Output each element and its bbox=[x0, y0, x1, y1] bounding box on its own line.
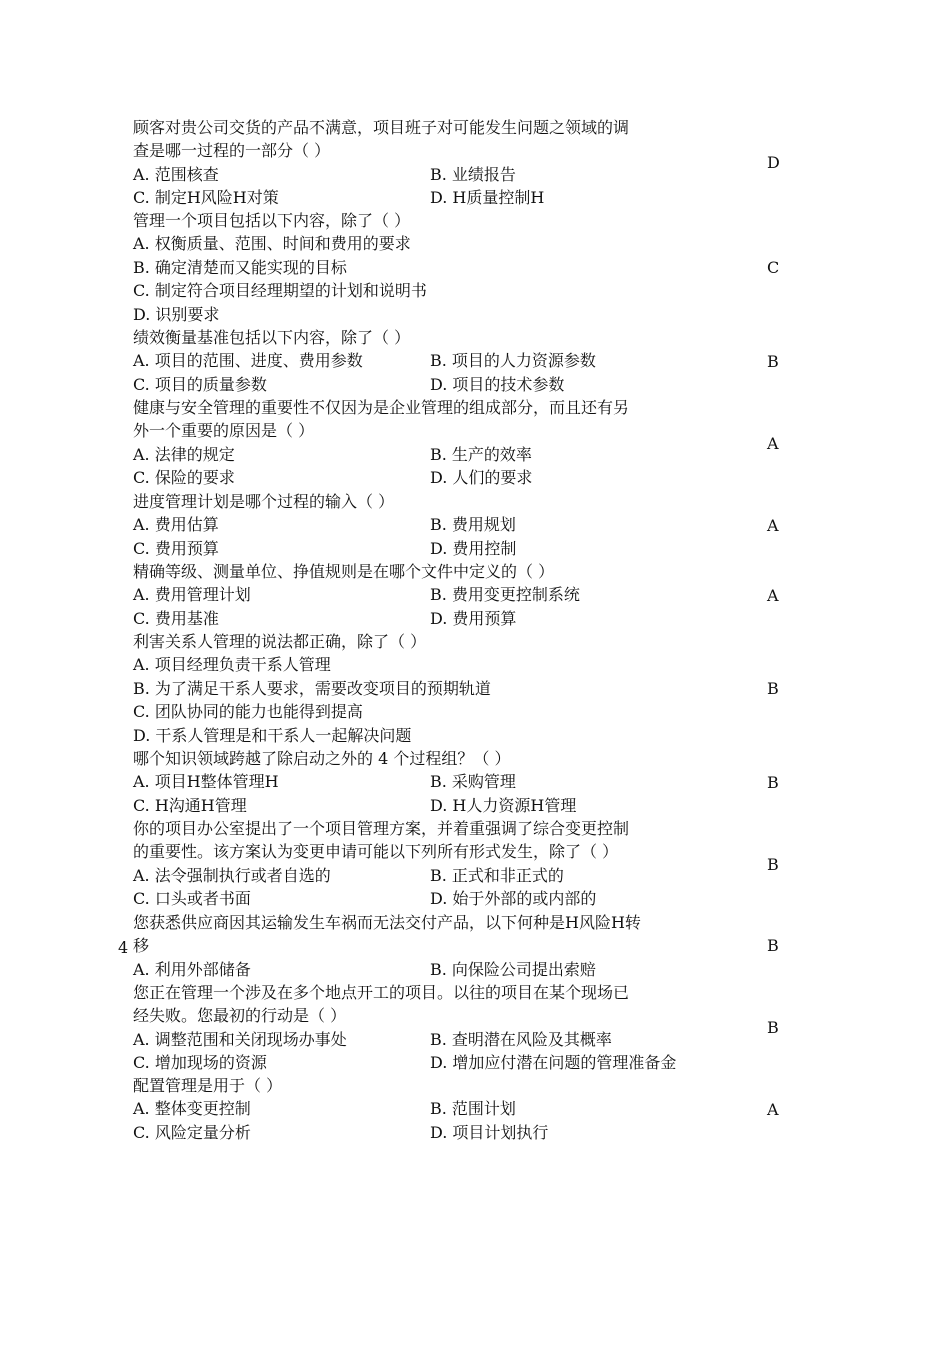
question-10 bbox=[133, 911, 733, 981]
question-9 bbox=[133, 817, 733, 911]
option-b: B. 确定清楚而又能实现的目标 bbox=[133, 257, 347, 277]
question-stem: 您正在管理一个涉及在多个地点开工的项目。以往的项目在某个现场已 bbox=[133, 983, 630, 1002]
question-stem: 外一个重要的原因是（ ） bbox=[133, 421, 315, 441]
option-b: B. 生产的效率 bbox=[430, 444, 532, 464]
question-stem: 你的项目办公室提出了一个项目管理方案，并着重强调了综合变更控制 bbox=[133, 819, 630, 838]
question-stem: 管理一个项目包括以下内容，除了（ ） bbox=[133, 211, 411, 230]
option-d: D. 费用预算 bbox=[430, 608, 517, 628]
page-number: 4 bbox=[118, 938, 129, 957]
option-b: B. 向保险公司提出索赔 bbox=[430, 959, 596, 979]
option-d: D. 费用控制 bbox=[430, 538, 517, 558]
answer-12: A bbox=[767, 1100, 779, 1119]
option-a: A. 法令强制执行或者自选的 bbox=[133, 865, 331, 885]
question-stem: 移 bbox=[133, 936, 150, 956]
option-b: B. 范围计划 bbox=[430, 1099, 516, 1119]
question-5 bbox=[133, 490, 733, 560]
question-stem: 查是哪一过程的一部分（ ） bbox=[133, 141, 331, 161]
option-d: D. 人们的要求 bbox=[430, 468, 533, 488]
option-d: D. 干系人管理是和干系人一起解决问题 bbox=[133, 725, 412, 745]
answer-9: B bbox=[767, 855, 779, 874]
option-d: D. 项目的技术参数 bbox=[430, 374, 565, 394]
question-stem: 健康与安全管理的重要性不仅因为是企业管理的组成部分，而且还有另 bbox=[133, 398, 630, 417]
option-c: C. 风险定量分析 bbox=[133, 1122, 251, 1142]
question-3 bbox=[133, 326, 733, 396]
answer-7: B bbox=[767, 679, 779, 698]
question-6 bbox=[133, 560, 733, 630]
answer-11: B bbox=[767, 1018, 779, 1037]
option-b: B. 项目的人力资源参数 bbox=[430, 351, 596, 371]
option-a: A. 费用管理计划 bbox=[133, 585, 251, 605]
question-stem: 哪个知识领域跨越了除启动之外的 4 个过程组？（ ） bbox=[133, 749, 511, 768]
option-b: B. 费用规划 bbox=[430, 515, 516, 535]
question-4 bbox=[133, 396, 733, 490]
answer-5: A bbox=[767, 516, 779, 535]
question-stem: 配置管理是用于（ ） bbox=[133, 1076, 283, 1095]
answer-6: A bbox=[767, 586, 779, 605]
options-row bbox=[133, 583, 733, 606]
option-c: C. 项目的质量参数 bbox=[133, 374, 267, 394]
option-a: A. 项目经理负责干系人管理 bbox=[133, 655, 331, 675]
option-a: A. 利用外部储备 bbox=[133, 959, 251, 979]
question-stem: 经失败。您最初的行动是（ ） bbox=[133, 1006, 347, 1026]
question-stem: 的重要性。该方案认为变更申请可能以下列所有形式发生，除了（ ） bbox=[133, 842, 619, 862]
options-row bbox=[133, 1051, 733, 1074]
answer-4: A bbox=[767, 434, 779, 453]
option-c: C. 保险的要求 bbox=[133, 468, 235, 488]
option-a: A. 调整范围和关闭现场办事处 bbox=[133, 1029, 347, 1049]
option-d: D. 增加应付潜在问题的管理准备金 bbox=[430, 1053, 677, 1073]
question-7 bbox=[133, 630, 733, 747]
options-row bbox=[133, 349, 733, 372]
option-b: B. 查明潜在风险及其概率 bbox=[430, 1029, 612, 1049]
options-row bbox=[133, 163, 733, 186]
answer-8: B bbox=[767, 773, 779, 792]
option-b: B. 正式和非正式的 bbox=[430, 865, 564, 885]
options-row bbox=[133, 466, 733, 489]
question-stem: 精确等级、测量单位、挣值规则是在哪个文件中定义的（ ） bbox=[133, 562, 555, 581]
option-a: A. 费用估算 bbox=[133, 515, 219, 535]
options-row bbox=[133, 607, 733, 630]
option-a: A. 整体变更控制 bbox=[133, 1099, 251, 1119]
option-c: C. H沟通H管理 bbox=[133, 795, 247, 815]
options-row bbox=[133, 864, 733, 887]
question-stem: 顾客对贵公司交货的产品不满意，项目班子对可能发生问题之领域的调 bbox=[133, 118, 630, 137]
option-c: C. 增加现场的资源 bbox=[133, 1053, 267, 1073]
option-b: B. 采购管理 bbox=[430, 772, 516, 792]
option-d: D. H质量控制H bbox=[430, 188, 545, 208]
options-row bbox=[133, 513, 733, 536]
option-a: A. 范围核查 bbox=[133, 164, 219, 184]
option-b: B. 业绩报告 bbox=[430, 164, 516, 184]
question-stem: 利害关系人管理的说法都正确，除了（ ） bbox=[133, 632, 427, 651]
options-row bbox=[133, 443, 733, 466]
option-b: B. 为了满足干系人要求，需要改变项目的预期轨道 bbox=[133, 678, 491, 698]
options-row bbox=[133, 1097, 733, 1120]
options-row bbox=[133, 373, 733, 396]
options-row bbox=[133, 770, 733, 793]
question-8 bbox=[133, 747, 733, 817]
answer-10: B bbox=[767, 936, 779, 955]
options-row bbox=[133, 794, 733, 817]
option-d: D. 项目计划执行 bbox=[430, 1122, 549, 1142]
option-d: D. 始于外部的或内部的 bbox=[430, 889, 597, 909]
options-row bbox=[133, 186, 733, 209]
question-stem: 进度管理计划是哪个过程的输入（ ） bbox=[133, 492, 395, 511]
option-c: C. 费用基准 bbox=[133, 608, 219, 628]
option-c: C. 口头或者书面 bbox=[133, 889, 251, 909]
answer-2: C bbox=[767, 258, 780, 277]
question-11 bbox=[133, 981, 733, 1075]
options-row bbox=[133, 887, 733, 910]
question-1 bbox=[133, 116, 733, 210]
option-c: C. 团队协同的能力也能得到提高 bbox=[133, 702, 363, 722]
options-row bbox=[133, 958, 733, 981]
option-a: A. 法律的规定 bbox=[133, 444, 235, 464]
question-2 bbox=[133, 209, 733, 326]
option-d: D. 识别要求 bbox=[133, 304, 220, 324]
option-a: A. 项目的范围、进度、费用参数 bbox=[133, 351, 363, 371]
option-d: D. H人力资源H管理 bbox=[430, 795, 577, 815]
option-b: B. 费用变更控制系统 bbox=[430, 585, 580, 605]
option-a: A. 项目H整体管理H bbox=[133, 772, 279, 792]
question-stem: 您获悉供应商因其运输发生车祸而无法交付产品，以下何种是H风险H转 bbox=[133, 913, 641, 932]
answer-1: D bbox=[767, 153, 780, 172]
answer-3: B bbox=[767, 352, 779, 371]
option-c: C. 费用预算 bbox=[133, 538, 219, 558]
options-row bbox=[133, 537, 733, 560]
option-c: C. 制定H风险H对策 bbox=[133, 188, 279, 208]
option-c: C. 制定符合项目经理期望的计划和说明书 bbox=[133, 281, 427, 301]
options-row bbox=[133, 1028, 733, 1051]
options-row bbox=[133, 1121, 733, 1144]
question-stem: 绩效衡量基准包括以下内容，除了（ ） bbox=[133, 328, 411, 347]
option-a: A. 权衡质量、范围、时间和费用的要求 bbox=[133, 234, 411, 254]
question-12 bbox=[133, 1074, 733, 1144]
